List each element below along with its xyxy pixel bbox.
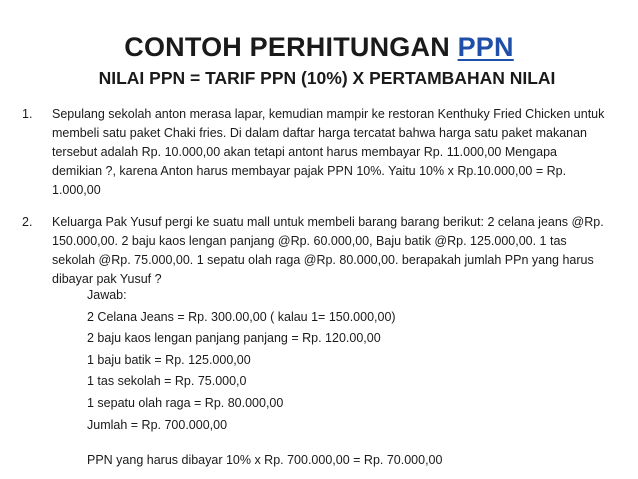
answer-line: Jumlah = Rp. 700.000,00 (87, 417, 228, 432)
ppn-link[interactable]: PPN (457, 32, 514, 62)
paragraph-line: Sepulang sekolah anton merasa lapar, kemudian mampir ke restoran Kenthuky Fried Chicken untuk (52, 107, 605, 121)
paragraph-line: membeli satu paket Chaki fries. Di dalam daftar harga tercatat bahwa harga satu paket makanan (52, 126, 588, 140)
answer-block (87, 285, 396, 436)
answer-line: 1 sepatu olah raga = Rp. 80.000,00 (87, 395, 284, 410)
paragraph-line: dibayar pak Yusuf ? (52, 272, 162, 286)
answer-line: 1 baju batik = Rp. 125.000,00 (87, 352, 251, 367)
item-paragraph (52, 213, 624, 289)
title-text: CONTOH PERHITUNGAN (124, 32, 458, 62)
slide-subtitle: NILAI PPN = TARIF PPN (10%) X PERTAMBAHAN NILAI (98, 68, 556, 88)
paragraph-line: demikian ?, karena Anton harus membayar pajak PPN 10%. Yaitu 10% x Rp.10.000,00 = Rp. (52, 164, 567, 178)
answer-line: 2 Celana Jeans = Rp. 300.00,00 ( kalau 1= 150.000,00) (87, 309, 396, 324)
paragraph-line: 150.000,00. 2 baju kaos lengan panjang @Rp. 60.000,00, Baju batik @Rp. 125.000,00. 1 tas (52, 234, 567, 248)
answer-line: Jawab: (87, 288, 127, 302)
answer-final: PPN yang harus dibayar 10% x Rp. 700.000,00 = Rp. 70.000,00 (87, 453, 443, 467)
item-number: 1. (22, 107, 33, 121)
paragraph-line: Keluarga Pak Yusuf pergi ke suatu mall untuk membeli barang barang berikut: 2 celana jeans @Rp. (52, 215, 604, 229)
item-number: 2. (22, 215, 33, 229)
answer-line: 1 tas sekolah = Rp. 75.000,0 (87, 374, 247, 389)
item-paragraph (52, 105, 624, 200)
slide-title (0, 30, 638, 64)
answer-line: 2 baju kaos lengan panjang panjang = Rp. 120.00,00 (87, 331, 381, 346)
paragraph-line: sekolah @Rp. 75.000,00. 1 sepatu olah raga @Rp. 80.000,00. berapakah jumlah PPn yang harus (52, 253, 594, 267)
paragraph-line: tersebut adalah Rp. 10.000,00 akan tetapi antont harus membayar Rp. 11.000,00 Mengapa (52, 145, 557, 159)
paragraph-line: 1.000,00 (52, 183, 101, 197)
